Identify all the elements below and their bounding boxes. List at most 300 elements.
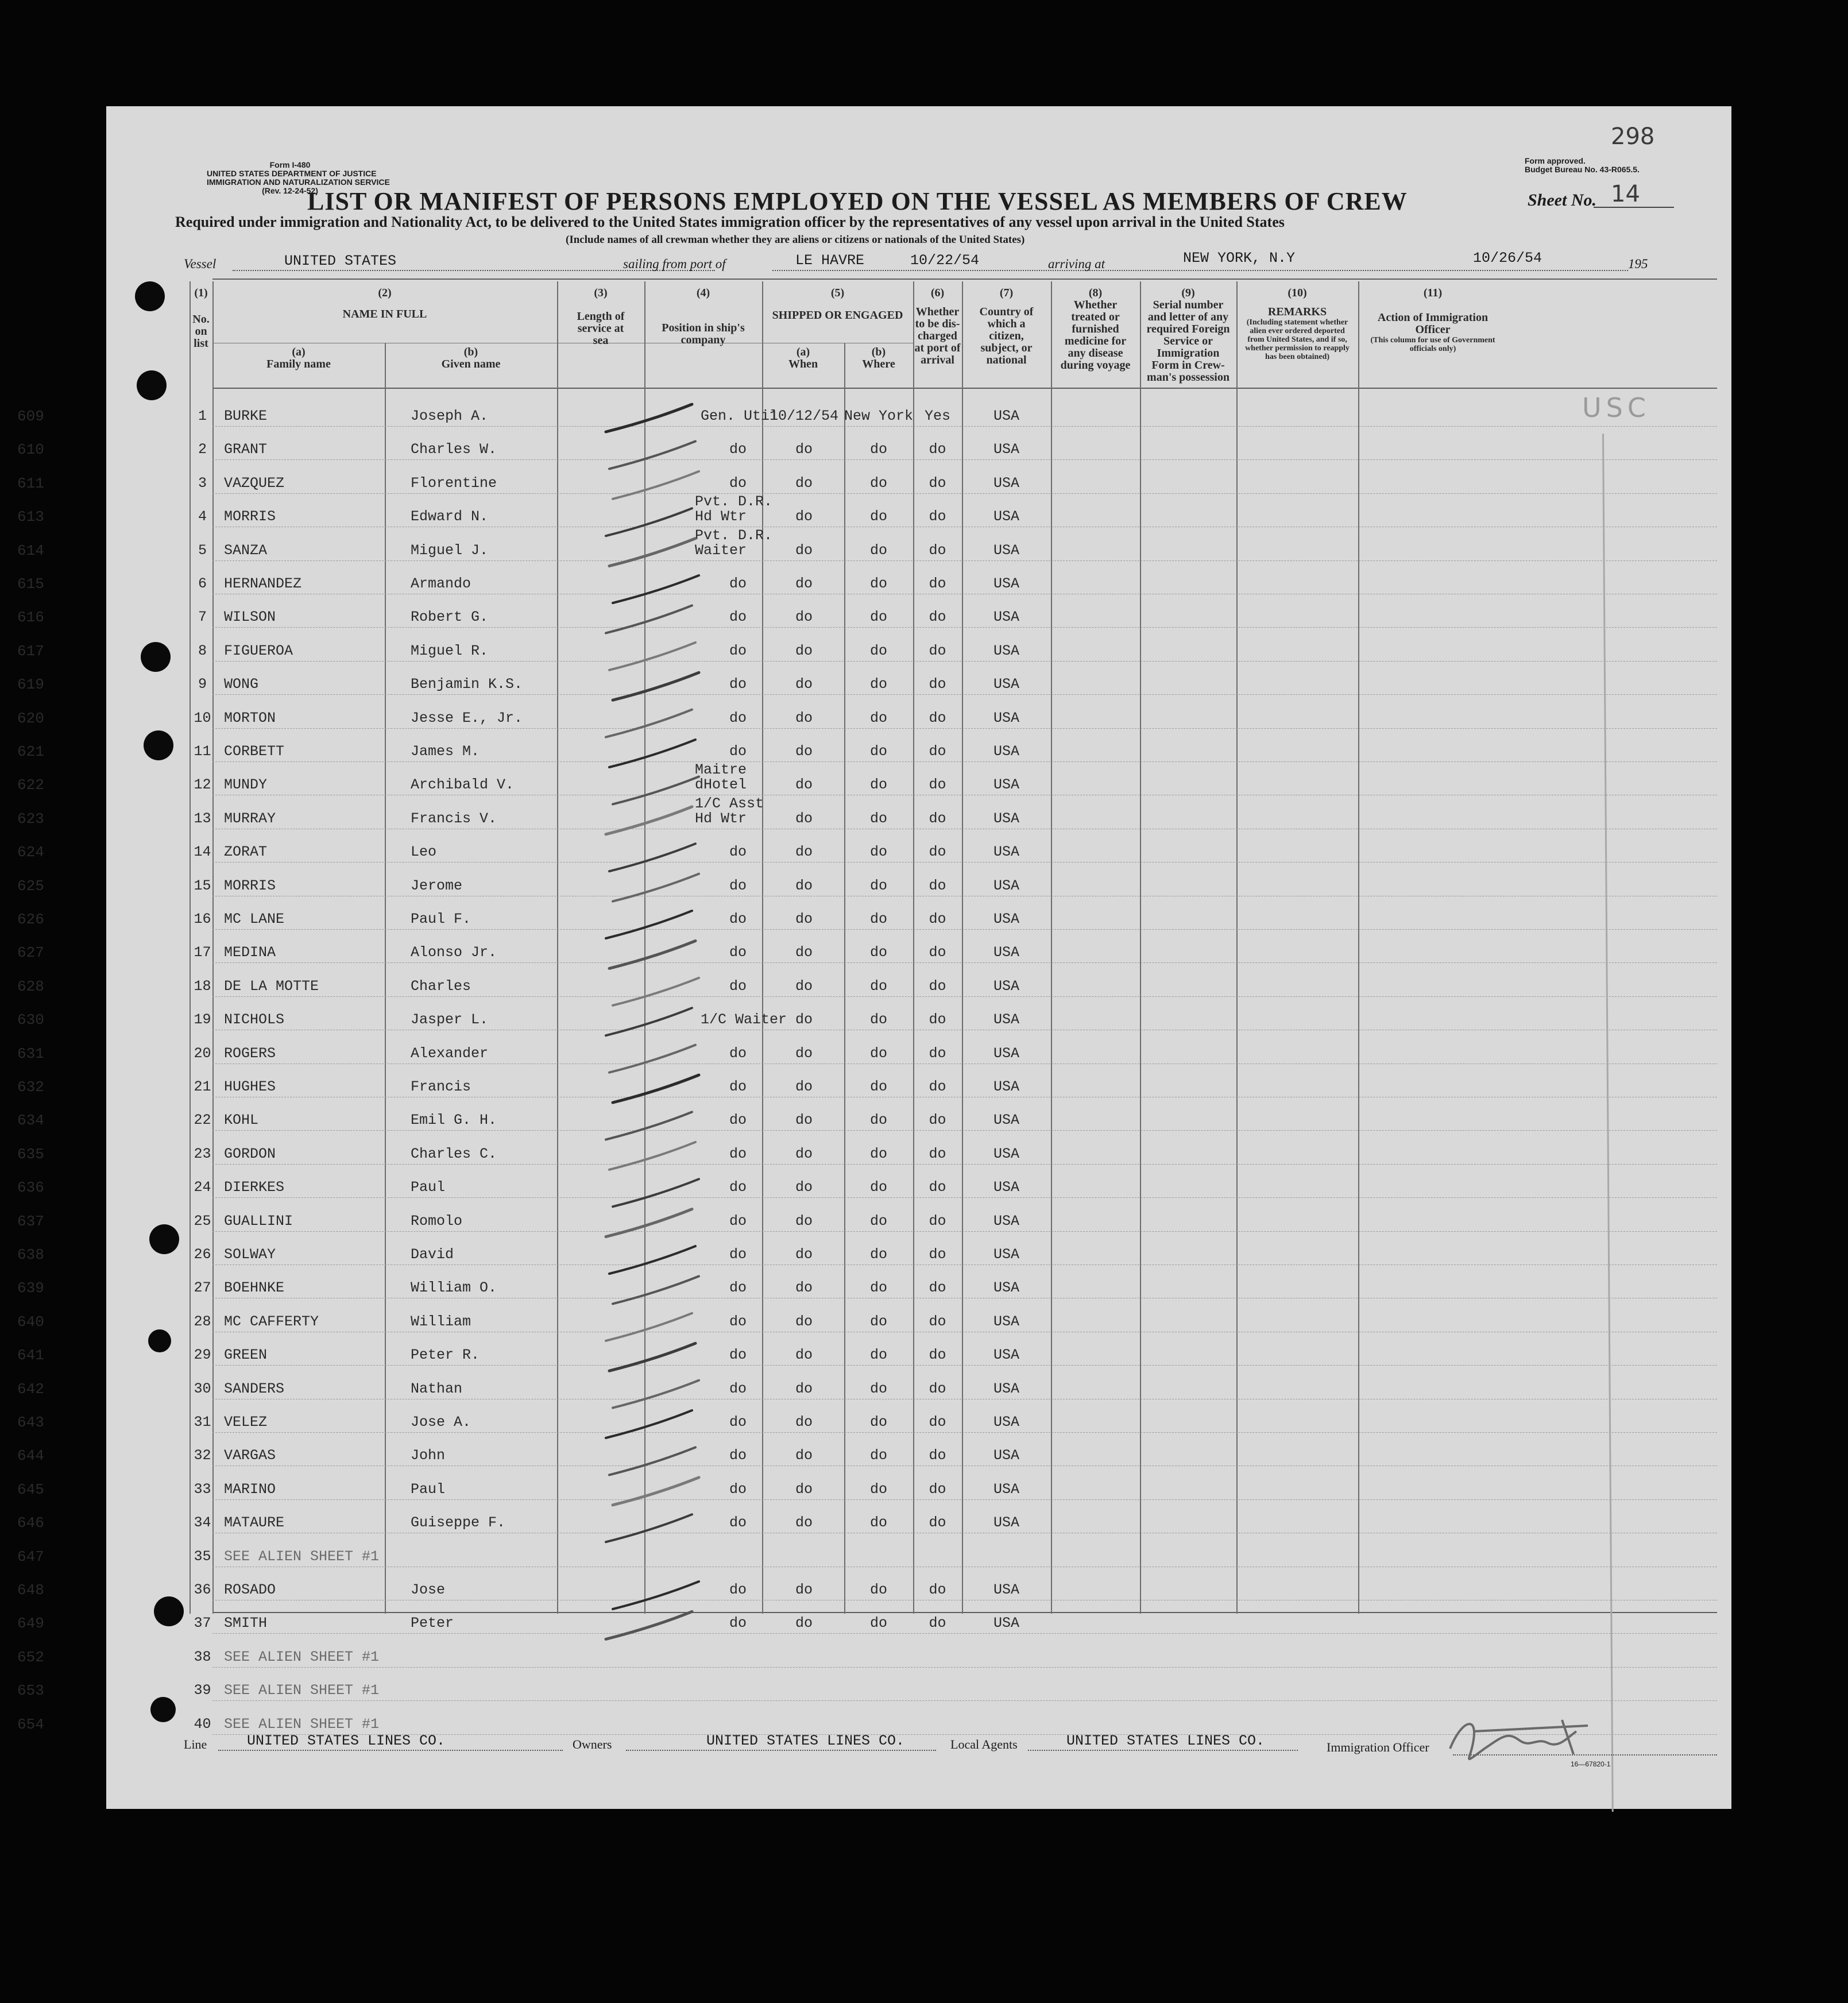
col4-title: Position in ship's company <box>662 322 745 346</box>
row-shipped-when: do <box>795 810 813 827</box>
row-country: USA <box>993 877 1019 894</box>
row-position: do <box>729 1447 747 1464</box>
row-family-name: GUALLINI <box>224 1212 293 1229</box>
row-shipped-where: do <box>869 1246 887 1263</box>
row-country: USA <box>993 709 1019 726</box>
row-number: 12 <box>194 776 211 794</box>
punch-hole-1 <box>135 281 165 311</box>
row-stamp-number: 646 <box>17 1514 44 1532</box>
row-stamp-number: 621 <box>17 743 44 760</box>
line-label: Line <box>184 1737 207 1751</box>
row-given-name: James M. <box>411 743 480 760</box>
check-mark <box>609 643 695 670</box>
line-underline <box>218 1750 563 1751</box>
row-stamp-number: 640 <box>17 1313 44 1331</box>
row-given-name: Romolo <box>411 1212 463 1229</box>
row-country: USA <box>993 1246 1019 1263</box>
row-stamp-number: 645 <box>17 1480 44 1498</box>
row-discharged: do <box>929 575 946 592</box>
row-country: USA <box>993 911 1019 927</box>
vessel-label: Vessel <box>184 257 216 271</box>
check-mark <box>606 1313 692 1341</box>
page-number-stamp: 298 <box>1611 123 1655 150</box>
row-family-name: MC LANE <box>224 911 285 927</box>
row-stamp-number: 620 <box>17 709 44 727</box>
row-number: 36 <box>194 1581 211 1598</box>
row-discharged: do <box>929 1581 946 1598</box>
row-stamp-number: 615 <box>17 575 44 593</box>
row-country: USA <box>993 508 1019 525</box>
row-family-name: SANDERS <box>224 1380 285 1397</box>
row-discharged: do <box>929 609 946 626</box>
row-shipped-where: do <box>869 1615 887 1632</box>
row-family-name: WONG <box>224 676 259 693</box>
check-mark <box>609 844 695 871</box>
row-shipped-where: do <box>869 441 887 458</box>
manifest-sheet <box>17 106 1731 1809</box>
row-position: do <box>729 609 747 626</box>
row-shipped-when: 10/12/54 <box>769 408 839 424</box>
row-number: 10 <box>194 709 211 726</box>
row-position: Maitre dHotel <box>695 761 747 794</box>
row-family-name: SEE ALIEN SHEET #1 <box>224 1715 380 1733</box>
row-family-name: MORTON <box>224 709 276 726</box>
row-given-name: Charles C. <box>411 1145 497 1162</box>
col6-title: Whether to be dis-charged at port of arrival <box>914 306 961 366</box>
row-shipped-where: do <box>869 1112 887 1129</box>
row-shipped-when: do <box>795 1045 813 1062</box>
check-mark <box>609 1447 695 1475</box>
row-shipped-where: do <box>869 1514 887 1532</box>
row-family-name: GREEN <box>224 1347 268 1364</box>
col2-title: NAME IN FULL <box>342 308 427 320</box>
row-country: USA <box>993 944 1019 961</box>
row-stamp-number: 634 <box>17 1112 44 1130</box>
row-shipped-where: do <box>869 709 887 726</box>
row-position: do <box>729 1414 747 1430</box>
row-discharged: do <box>929 1514 946 1532</box>
row-family-name: FIGUEROA <box>224 642 293 659</box>
form-title: LIST OR MANIFEST OF PERSONS EMPLOYED ON THE VESSEL AS MEMBERS OF CREW <box>307 187 1408 215</box>
row-discharged: do <box>929 877 946 894</box>
row-country: USA <box>993 1480 1019 1498</box>
row-number: 30 <box>194 1380 211 1397</box>
row-stamp-number: 654 <box>17 1715 44 1733</box>
row-shipped-where: do <box>869 1045 887 1062</box>
row-position: do <box>729 441 747 458</box>
row-position: do <box>729 1078 747 1095</box>
punch-hole-2 <box>137 370 167 400</box>
row-family-name: SOLWAY <box>224 1246 276 1263</box>
row-given-name: Benjamin K.S. <box>411 676 523 693</box>
row-shipped-when: do <box>795 441 813 458</box>
row-country: USA <box>993 1078 1019 1095</box>
form-revision: (Rev. 12-24-52) <box>262 186 318 195</box>
row-shipped-where: do <box>869 1145 887 1162</box>
row-country: USA <box>993 1145 1019 1162</box>
row-country: USA <box>993 1380 1019 1397</box>
row-number: 4 <box>198 508 207 525</box>
row-given-name: Guiseppe F. <box>411 1514 506 1532</box>
row-discharged: do <box>929 911 946 927</box>
row-family-name: GORDON <box>224 1145 276 1162</box>
row-stamp-number: 614 <box>17 542 44 559</box>
check-mark <box>606 404 692 432</box>
col5-number: (5) <box>830 287 845 299</box>
row-position: do <box>729 1212 747 1229</box>
col5-title: SHIPPED OR ENGAGED <box>772 309 903 322</box>
row-family-name: SEE ALIEN SHEET #1 <box>224 1548 380 1565</box>
row-discharged: do <box>929 642 946 659</box>
row-shipped-when: do <box>795 743 813 760</box>
col2b-title: Given name <box>441 358 501 370</box>
row-shipped-when: do <box>795 609 813 626</box>
row-discharged: do <box>929 977 946 995</box>
row-position: do <box>729 944 747 961</box>
row-discharged: Yes <box>924 408 950 424</box>
row-family-name: MC CAFFERTY <box>224 1313 319 1330</box>
row-stamp-number: 631 <box>17 1045 44 1062</box>
row-position: do <box>729 642 747 659</box>
check-mark <box>609 740 695 767</box>
check-mark <box>606 807 692 834</box>
row-position: 1/C Waiter <box>701 1011 787 1028</box>
row-number: 7 <box>198 609 207 626</box>
row-number: 8 <box>198 642 207 659</box>
row-shipped-when: do <box>795 575 813 592</box>
row-country: USA <box>993 542 1019 559</box>
agents-label: Local Agents <box>950 1737 1018 1751</box>
check-mark <box>606 710 692 737</box>
row-given-name: Charles <box>411 977 471 995</box>
col7-title: Country of which a citizen, subject, or national <box>979 306 1034 366</box>
row-shipped-when: do <box>795 776 813 794</box>
row-number: 18 <box>194 977 211 995</box>
row-given-name: Jasper L. <box>411 1011 489 1028</box>
row-family-name: ZORAT <box>224 844 268 861</box>
row-given-name: Paul <box>411 1480 446 1498</box>
row-discharged: do <box>929 1380 946 1397</box>
row-stamp-number: 653 <box>17 1682 44 1700</box>
row-position: do <box>729 911 747 927</box>
row-given-name: John <box>411 1447 446 1464</box>
row-discharged: do <box>929 1011 946 1028</box>
row-position: do <box>729 1179 747 1196</box>
row-given-name: Miguel R. <box>411 642 489 659</box>
row-stamp-number: 643 <box>17 1414 44 1431</box>
row-family-name: SEE ALIEN SHEET #1 <box>224 1682 380 1699</box>
year-suffix: 195 <box>1628 257 1648 271</box>
row-given-name: William O. <box>411 1279 497 1297</box>
row-given-name: Jose <box>411 1581 446 1598</box>
row-discharged: do <box>929 1246 946 1263</box>
row-shipped-when: do <box>795 1447 813 1464</box>
agency-line2: IMMIGRATION AND NATURALIZATION SERVICE <box>207 177 390 187</box>
row-country: USA <box>993 441 1019 458</box>
check-mark <box>606 1112 692 1139</box>
row-shipped-when: do <box>795 642 813 659</box>
row-position: do <box>729 1380 747 1397</box>
row-country: USA <box>993 1347 1019 1364</box>
row-shipped-when: do <box>795 508 813 525</box>
row-shipped-when: do <box>795 1279 813 1297</box>
row-shipped-where: do <box>869 944 887 961</box>
row-country: USA <box>993 1279 1019 1297</box>
row-family-name: DIERKES <box>224 1179 285 1196</box>
row-shipped-when: do <box>795 1179 813 1196</box>
col8-number: (8) <box>1088 287 1103 299</box>
row-stamp-number: 637 <box>17 1212 44 1230</box>
col2b-letter: (b) <box>463 346 478 358</box>
check-mark <box>609 1045 695 1073</box>
col5a-title: When <box>788 358 818 370</box>
arriving-label: arriving at <box>1048 257 1105 271</box>
check-mark <box>613 672 699 700</box>
row-shipped-where: do <box>869 1414 887 1430</box>
row-given-name: Paul F. <box>411 911 471 927</box>
row-shipped-where: do <box>869 810 887 827</box>
col10-note: (Including statement whether alien ever ordered deported from United States, and if so, whether permission to reapply has been obtained) <box>1245 318 1350 361</box>
sailing-label: sailing from port of <box>623 257 726 271</box>
row-number: 34 <box>194 1514 211 1532</box>
row-position: 1/C Asst Hd Wtr <box>695 795 764 827</box>
agents-underline <box>1028 1750 1298 1751</box>
row-number: 37 <box>194 1615 211 1632</box>
check-mark <box>613 1478 699 1505</box>
row-given-name: Peter <box>411 1615 454 1632</box>
row-given-name: Paul <box>411 1179 446 1196</box>
row-given-name: Charles W. <box>411 441 497 458</box>
row-country: USA <box>993 609 1019 626</box>
row-discharged: do <box>929 776 946 794</box>
row-shipped-when: do <box>795 1112 813 1129</box>
row-position: do <box>729 1581 747 1598</box>
row-number: 23 <box>194 1145 211 1162</box>
row-stamp-number: 639 <box>17 1279 44 1297</box>
row-stamp-number: 630 <box>17 1011 44 1029</box>
col5b-letter: (b) <box>871 346 886 358</box>
row-country: USA <box>993 1179 1019 1196</box>
check-mark <box>613 575 699 603</box>
owners-label: Owners <box>573 1737 612 1751</box>
row-family-name: VARGAS <box>224 1447 276 1464</box>
approval-line2: Budget Bureau No. 43-R065.5. <box>1525 165 1640 174</box>
row-country: USA <box>993 575 1019 592</box>
agents-value: UNITED STATES LINES CO. <box>1066 1733 1265 1749</box>
row-shipped-where: do <box>869 1380 887 1397</box>
punch-hole-5 <box>149 1224 179 1254</box>
row-shipped-when: do <box>795 542 813 559</box>
row-stamp-number: 627 <box>17 944 44 962</box>
row-stamp-number: 624 <box>17 844 44 861</box>
check-mark <box>606 1611 692 1639</box>
col1-title: No. on list <box>192 313 210 350</box>
row-given-name: Robert G. <box>411 609 489 626</box>
row-position: do <box>729 474 747 492</box>
row-shipped-when: do <box>795 709 813 726</box>
col7-number: (7) <box>999 287 1014 299</box>
row-stamp-number: 628 <box>17 977 44 995</box>
row-position: do <box>729 877 747 894</box>
check-mark <box>606 1209 692 1237</box>
row-position: do <box>729 977 747 995</box>
sheet-label: Sheet No. <box>1528 191 1596 210</box>
row-given-name: Nathan <box>411 1380 463 1397</box>
row-discharged: do <box>929 1045 946 1062</box>
col4-number: (4) <box>696 287 710 299</box>
margin-annotation: USC <box>1582 392 1650 423</box>
row-shipped-when: do <box>795 1480 813 1498</box>
row-shipped-where: do <box>869 977 887 995</box>
col11-number: (11) <box>1423 287 1443 299</box>
row-shipped-where: do <box>869 1179 887 1196</box>
row-given-name: Archibald V. <box>411 776 515 794</box>
row-shipped-where: do <box>869 877 887 894</box>
row-stamp-number: 641 <box>17 1347 44 1364</box>
row-stamp-number: 642 <box>17 1380 44 1398</box>
row-number: 1 <box>198 408 207 424</box>
row-number: 28 <box>194 1313 211 1330</box>
row-country: USA <box>993 810 1019 827</box>
row-number: 3 <box>198 474 207 492</box>
row-shipped-where: do <box>869 508 887 525</box>
row-stamp-number: 613 <box>17 508 44 526</box>
row-position: do <box>729 575 747 592</box>
row-country: USA <box>993 1514 1019 1532</box>
row-family-name: ROSADO <box>224 1581 276 1598</box>
row-shipped-where: do <box>869 1078 887 1095</box>
row-shipped-when: do <box>795 1414 813 1430</box>
check-mark <box>613 776 699 804</box>
row-discharged: do <box>929 1615 946 1632</box>
row-family-name: SMITH <box>224 1615 268 1632</box>
row-number: 17 <box>194 944 211 961</box>
row-number: 27 <box>194 1279 211 1297</box>
row-shipped-when: do <box>795 1380 813 1397</box>
row-shipped-when: do <box>795 1011 813 1028</box>
row-position: Gen. Util <box>701 408 779 424</box>
row-family-name: GRANT <box>224 441 268 458</box>
row-position: do <box>729 1480 747 1498</box>
row-given-name: Alexander <box>411 1045 489 1062</box>
footer-code: 16—67820-1 <box>1571 1760 1611 1768</box>
row-number: 14 <box>194 844 211 861</box>
row-given-name: Emil G. H. <box>411 1112 497 1129</box>
row-position: do <box>729 844 747 861</box>
row-country: USA <box>993 844 1019 861</box>
row-family-name: MURRAY <box>224 810 276 827</box>
row-family-name: MEDINA <box>224 944 276 961</box>
row-discharged: do <box>929 441 946 458</box>
row-shipped-where: do <box>869 1212 887 1229</box>
row-shipped-where: do <box>869 575 887 592</box>
check-mark <box>613 1381 699 1408</box>
row-number: 26 <box>194 1246 211 1263</box>
row-stamp-number: 622 <box>17 776 44 794</box>
row-number: 38 <box>194 1648 211 1665</box>
row-country: USA <box>993 1447 1019 1464</box>
form-instruction: (Include names of all crewman whether they are aliens or citizens or nationals of the United States) <box>566 234 1025 246</box>
row-number: 2 <box>198 441 207 458</box>
row-number: 16 <box>194 911 211 927</box>
row-position: Pvt. D.R. Hd Wtr <box>695 493 773 525</box>
check-mark <box>613 978 699 1006</box>
row-position: do <box>729 709 747 726</box>
row-discharged: do <box>929 676 946 693</box>
row-shipped-when: do <box>795 844 813 861</box>
row-number: 33 <box>194 1480 211 1498</box>
check-mark <box>609 441 695 469</box>
row-number: 9 <box>198 676 207 693</box>
row-stamp-number: 616 <box>17 609 44 627</box>
row-shipped-where: do <box>869 1011 887 1028</box>
row-given-name: Jerome <box>411 877 463 894</box>
row-discharged: do <box>929 508 946 525</box>
check-mark <box>613 1179 699 1207</box>
owners-underline <box>626 1750 936 1751</box>
officer-label: Immigration Officer <box>1327 1740 1429 1754</box>
row-family-name: KOHL <box>224 1112 259 1129</box>
row-family-name: WILSON <box>224 609 276 626</box>
row-family-name: CORBETT <box>224 743 285 760</box>
row-shipped-when: do <box>795 474 813 492</box>
row-discharged: do <box>929 1347 946 1364</box>
row-shipped-when: do <box>795 977 813 995</box>
row-discharged: do <box>929 1279 946 1297</box>
row-stamp-number: 610 <box>17 441 44 459</box>
row-country: USA <box>993 1045 1019 1062</box>
check-mark <box>609 1142 695 1170</box>
row-family-name: MUNDY <box>224 776 268 794</box>
row-country: USA <box>993 776 1019 794</box>
row-stamp-number: 625 <box>17 877 44 895</box>
row-given-name: David <box>411 1246 454 1263</box>
check-mark <box>609 1246 695 1274</box>
row-stamp-number: 623 <box>17 810 44 828</box>
row-shipped-when: do <box>795 1313 813 1330</box>
row-position: do <box>729 1313 747 1330</box>
check-mark <box>606 1008 692 1035</box>
col10-number: (10) <box>1288 287 1307 299</box>
agency-line1: UNITED STATES DEPARTMENT OF JUSTICE <box>207 169 377 178</box>
col6-number: (6) <box>930 287 945 299</box>
row-number: 19 <box>194 1011 211 1028</box>
row-given-name: Alonso Jr. <box>411 944 497 961</box>
col10-title: REMARKS <box>1267 306 1327 318</box>
row-country: USA <box>993 1112 1019 1129</box>
punch-hole-3 <box>141 642 171 672</box>
col3-title: Length of service at sea <box>577 310 625 347</box>
check-mark <box>606 605 692 633</box>
row-discharged: do <box>929 1212 946 1229</box>
row-family-name: HERNANDEZ <box>224 575 302 592</box>
row-family-name: DE LA MOTTE <box>224 977 319 995</box>
row-stamp-number: 652 <box>17 1648 44 1666</box>
col9-title: Serial number and letter of any required Foreign Service or Immigration Form in Crew-man's possession <box>1146 299 1230 384</box>
row-family-name: BOEHNKE <box>224 1279 285 1297</box>
row-shipped-where: do <box>869 642 887 659</box>
col11-note: (This column for use of Government officials only) <box>1370 336 1495 353</box>
row-stamp-number: 617 <box>17 642 44 660</box>
row-shipped-when: do <box>795 1347 813 1364</box>
row-stamp-number: 626 <box>17 911 44 928</box>
check-mark <box>606 911 692 938</box>
row-position: do <box>729 743 747 760</box>
sailing-port: LE HAVRE <box>795 252 865 269</box>
row-shipped-when: do <box>795 911 813 927</box>
row-family-name: ROGERS <box>224 1045 276 1062</box>
row-stamp-number: 647 <box>17 1548 44 1565</box>
